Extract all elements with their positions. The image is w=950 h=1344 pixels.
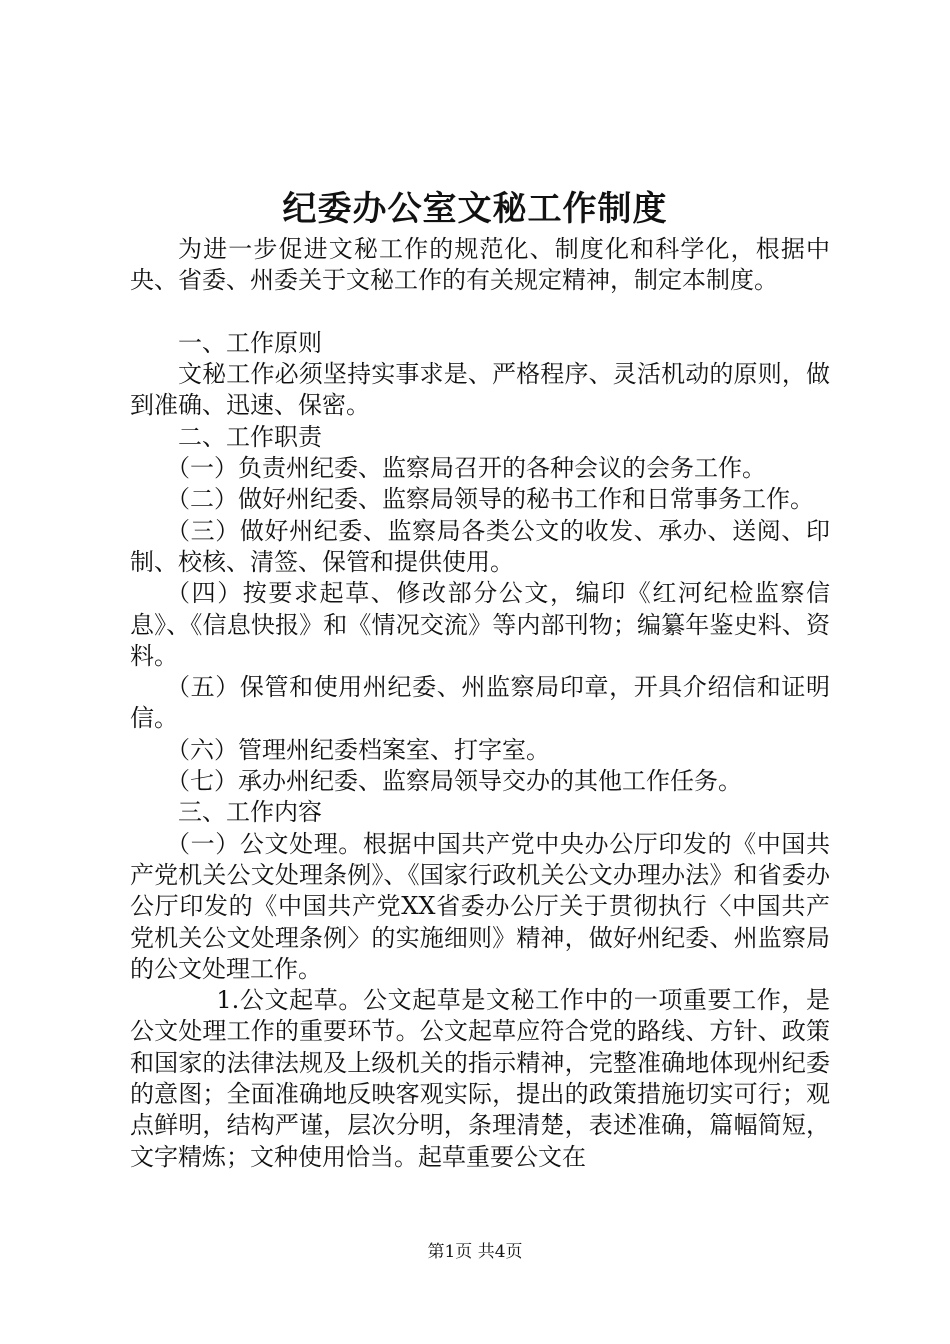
principles-paragraph: 文秘工作必须坚持实事求是、严格程序、灵活机动的原则，做到准确、迅速、保密。 [130, 360, 830, 420]
document-title: 纪委办公室文秘工作制度 [282, 189, 668, 229]
duty-item-5: （五）保管和使用州纪委、州监察局印章，开具介绍信和证明信。 [130, 673, 830, 733]
intro-paragraph: 为进一步促进文秘工作的规范化、制度化和科学化，根据中央、省委、州委关于文秘工作的有关规定精神，制定本制度。 [130, 235, 830, 295]
duty-item-7: （七）承办州纪委、监察局领导交办的其他工作任务。 [166, 767, 742, 796]
page-footer: 第1页 共4页 [427, 1242, 523, 1262]
paragraph-spacer [130, 297, 830, 328]
document-body [130, 234, 830, 1173]
duty-item-2: （二）做好州纪委、监察局领导的秘书工作和日常事务工作。 [166, 485, 814, 514]
section-heading-duties: 二、工作职责 [178, 422, 322, 451]
section-heading-principles: 一、工作原则 [178, 328, 322, 357]
content-item-1: （一）公文处理。根据中国共产党中央办公厅印发的《中国共产党机关公文处理条例》、《国家行政机关公文办理办法》和省委办公厅印发的《中国共产党XX省委办公厅关于贯彻执行〈中国共产党机关公文处理条例〉的实施细则》精神，做好州纪委、州监察局的公文处理工作。 [130, 829, 830, 983]
duty-item-6: （六）管理州纪委档案室、打字室。 [166, 735, 550, 764]
section-heading-content: 三、工作内容 [178, 798, 322, 827]
duty-item-3: （三）做好州纪委、监察局各类公文的收发、承办、送阅、印制、校核、清签、保管和提供使用。 [130, 516, 830, 576]
duty-item-4: （四）按要求起草、修改部分公文，编印《红河纪检监察信息》、《信息快报》和《情况交流》等内部刊物；编纂年鉴史料、资料。 [130, 579, 830, 670]
content-subitem-1: 1.公文起草。公文起草是文秘工作中的一项重要工作，是公文处理工作的重要环节。公文起草应符合党的路线、方针、政策和国家的法律法规及上级机关的指示精神，完整准确地体现州纪委的意图；全面准确地反映客观实际，提出的政策措施切实可行；观点鲜明，结构严谨，层次分明，条理清楚，表述准确，篇幅简短，文字精炼；文种使用恰当。起草重要公文在 [130, 986, 830, 1171]
duty-item-1: （一）负责州纪委、监察局召开的各种会议的会务工作。 [166, 454, 766, 483]
